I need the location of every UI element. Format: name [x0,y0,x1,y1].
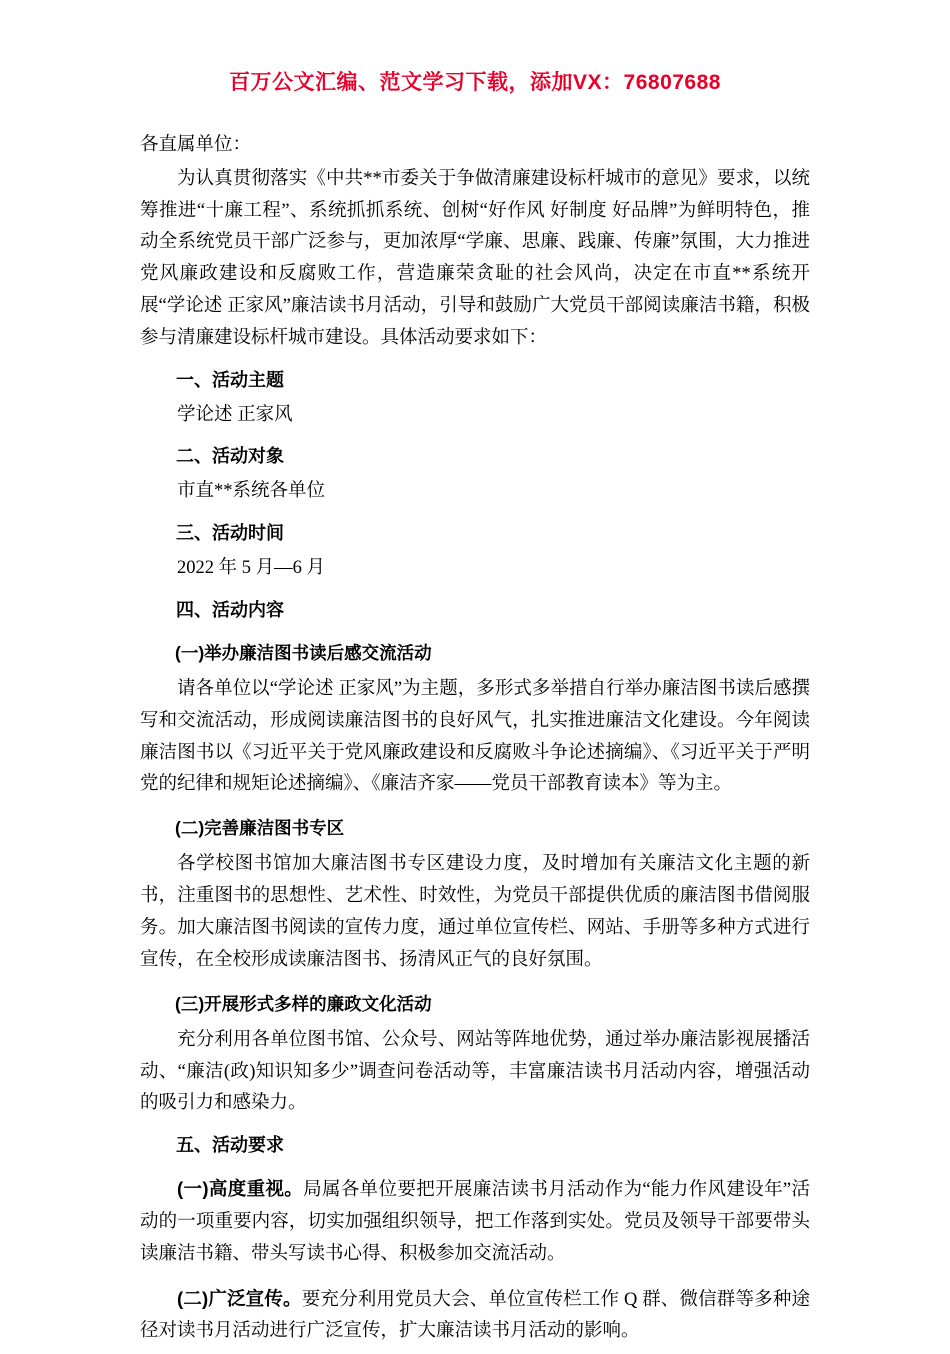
subsection-heading-4-1: (一)举办廉洁图书读后感交流活动 [175,642,432,663]
requirement-item-2 [140,1283,810,1349]
subsection-body-4-2: 各学校图书馆加大廉洁图书专区建设力度，及时增加有关廉洁文化主题的新书，注重图书的思想性、艺术性、时效性，为党员干部提供优质的廉洁图书借阅服务。加大廉洁图书阅读的宣传力度，通过单位宣传栏、网站、手册等多种方式进行宣传，在全校形成读廉洁图书、扬清风正气的良好氛围。 [140,854,810,970]
requirement-lead-1: (一)高度重视。 [177,1178,304,1200]
section-heading-2: 二、活动对象 [176,446,284,467]
subsection-body-4-1: 请各单位以“学论述 正家风”为主题，多形式多举措自行举办廉洁图书读后感撰写和交流活动，形成阅读廉洁图书的良好风气，扎实推进廉洁文化建设。今年阅读廉洁图书以《习近平关于党风廉政建设和反腐败斗争论述摘编》、《习近平关于严明党的纪律和规矩论述摘编》、《廉洁齐家——党员干部教育读本》等为主。 [140,679,810,795]
section-body-1: 学论述 正家风 [177,404,293,425]
salutation: 各直属单位： [140,135,252,155]
subsection-heading-4-3: (三)开展形式多样的廉政文化活动 [175,993,432,1014]
intro-paragraph: 为认真贯彻落实《中共**市委关于争做清廉建设标杆城市的意见》要求，以统筹推进“十廉工程”、系统抓抓系统、创树“好作风 好制度 好品牌”为鲜明特色，推动全系统党员干部广泛参与，更加浓厚“学廉、思廉、践廉、传廉”氛围，大力推进党风廉政建设和反腐败工作，营造廉荣贪耻的社会风尚，决定在市直**系统开展“学论述 正家风”廉洁读书月活动，引导和鼓励广大党员干部阅读廉洁书籍，积极参与清廉建设标杆城市建设。具体活动要求如下： [140,168,810,348]
section-heading-3: 三、活动时间 [176,523,284,544]
requirement-text-2: 要充分利用党员大会、单位宣传栏工作 Q 群、微信群等多种途径对读书月活动进行广泛宣传，扩大廉洁读书月活动的影响。 [140,1289,810,1342]
document-body [140,130,810,1348]
requirement-item-1 [140,1173,810,1270]
subsection-heading-4-2: (二)完善廉洁图书专区 [175,818,345,839]
section-body-2: 市直**系统各单位 [177,481,326,502]
requirement-text-1: 局属各单位要把开展廉洁读书月活动作为“能力作风建设年”活动的一项重要内容，切实加强组织领导，把工作落到实处。党员及领导干部要带头读廉洁书籍、带头写读书心得、积极参加交流活动。 [140,1180,810,1264]
subsection-body-4-3: 充分利用各单位图书馆、公众号、网站等阵地优势，通过举办廉洁影视展播活动、“廉洁(政)知识知多少”调查问卷活动等，丰富廉洁读书月活动内容，增强活动的吸引力和感染力。 [140,1029,810,1114]
section-heading-4: 四、活动内容 [176,599,284,620]
section-heading-1: 一、活动主题 [176,369,284,390]
requirement-lead-2: (二)广泛宣传。 [177,1287,302,1309]
section-body-3: 2022 年 5 月—6 月 [177,558,326,579]
promo-banner: 百万公文汇编、范文学习下载，添加VX：76807688 [229,71,721,94]
section-heading-5: 五、活动要求 [176,1135,284,1156]
